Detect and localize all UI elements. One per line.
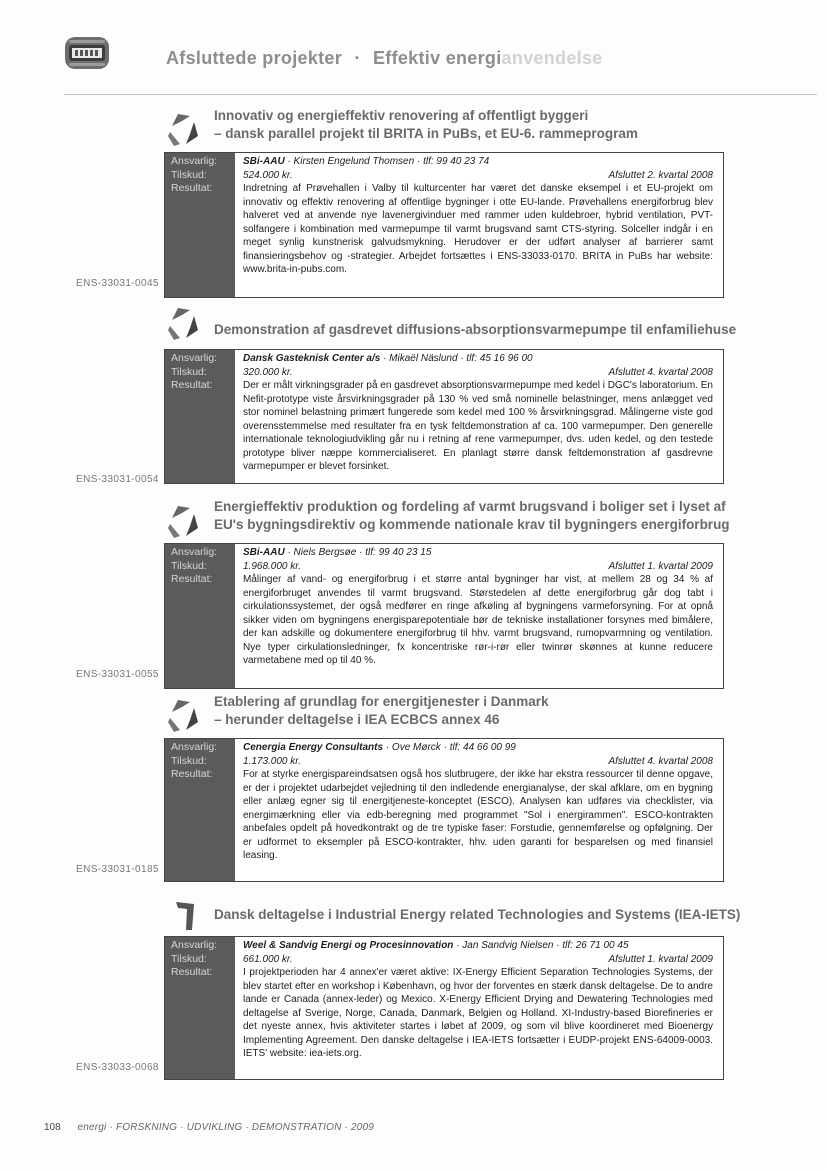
field-labels — [165, 739, 235, 881]
project-title-line: Energieffektiv produktion og fordeling af varmt brugsvand i boliger set i lyset af — [214, 499, 726, 514]
contact-info: · Niels Bergsøe · tlf: 99 40 23 15 — [284, 547, 432, 558]
project-info-box — [164, 738, 724, 882]
result-label: Resultat: — [171, 966, 213, 978]
project-title — [214, 107, 734, 143]
field-labels — [165, 937, 235, 1079]
field-labels — [165, 544, 235, 688]
ens-project-number: ENS-33031-0185 — [76, 864, 159, 875]
project-title-line: Etablering af grundlag for energitjenester i Danmark — [214, 694, 549, 709]
field-labels — [165, 350, 235, 483]
project-details — [243, 153, 723, 280]
project-info-box — [164, 152, 724, 298]
project-details — [243, 937, 723, 1064]
contact-info: · Mikaël Näslund · tlf: 45 16 96 00 — [380, 353, 533, 364]
page-number: 108 — [44, 1122, 61, 1133]
responsible-line — [243, 939, 713, 953]
contact-info: · Kirsten Engelund Thomsen · tlf: 99 40 23 74 — [284, 156, 490, 167]
grant-line — [243, 169, 713, 183]
completion-date: Afsluttet 4. kvartal 2008 — [608, 755, 713, 767]
responsible-label: Ansvarlig: — [171, 939, 218, 951]
responsible-label: Ansvarlig: — [171, 155, 218, 167]
result-text: For at styrke energispareindsatsen også hos slutbrugere, der ikke har ekstra ressourcer til denne opgave, er der i projektet udarbejdet vejledning til den indledende energianalyse, der skal afklare, om en bygning eller anlæg egner sig til energitjeneste-konceptet (ESCO). Analysen kan udføres via checklister, via energimærkning eller via edb-beregning med programmet "Sol i energirammen". ESCO-kontrakten anbefales opdelt på hovedkontrakt og de tre typiske faser: Forstudie, gennemførelse og opfølgning. Der er udformet to eksempler på ESCO-kontrakter, hhv. uden garanti for besparelsen og med finansiel leasing. — [243, 769, 713, 861]
result-label: Resultat: — [171, 573, 213, 585]
project-title — [214, 321, 737, 339]
ens-project-number: ENS-33033-0068 — [76, 1062, 159, 1073]
grant-line — [243, 953, 713, 967]
project-title-line: EU's bygningsdirektiv og kommende nationale krav til bygningers energiforbrug — [214, 517, 730, 532]
organization-name: Dansk Gasteknisk Center a/s — [243, 353, 381, 364]
organization-name: Weel & Sandvig Energi og Procesinnovation — [243, 940, 454, 951]
responsible-label: Ansvarlig: — [171, 352, 218, 364]
grant-line — [243, 560, 713, 574]
arrow-corner-icon — [164, 894, 204, 934]
project-info-box — [164, 349, 724, 484]
grant-amount: 524.000 kr. — [243, 169, 293, 181]
page-header — [0, 30, 827, 100]
responsible-line — [243, 352, 713, 366]
responsible-line — [243, 741, 713, 755]
result-label: Resultat: — [171, 182, 213, 194]
result-text: I projektperioden har 4 annex'er været aktive: IX-Energy Efficient Separation Technologies Systems, der blev startet efter en workshop i København, og hvor der forventes en stærk dansk deltagelse. De to andre lande er Canada (annex-leder) og Mexico. X-Energy Efficient Drying and Dewatering Technologies med deltagelse af Sverige, Norge, Canada, Danmark, Belgien og Holland. XI-Industry-based Biorefineries er det nyeste annex, hvis aktiviteter startes i løbet af 2009, og som vil blive koordineret med Bioenergy Implementing Agreement. Den danske deltagelse i IEA-IETS fortsætter i EUDP-projekt ENS-64009-0003. IETS' website: iea-iets.org. — [243, 967, 713, 1059]
grant-label: Tilskud: — [171, 559, 207, 572]
project-title-line: Dansk deltagelse i Industrial Energy related Technologies and Systems (IEA-IETS) — [214, 907, 741, 922]
project-details — [243, 739, 723, 866]
project-details — [243, 350, 723, 477]
project-title-line: Demonstration af gasdrevet diffusions-absorptionsvarmepumpe til enfamiliehuse — [214, 322, 737, 337]
responsible-line — [243, 155, 713, 169]
result-text: Der er målt virkningsgrader på en gasdrevet absorptionsvarmepumpe med kedel i DGC's laboratorium. En Nefit-prototype viste årsvirkningsgrader på 130 % ved små nominelle belastninger, mens anlægget ved stor nominel belastning primært fungerede som kedel med 100 % årsvirkningsgrad. Målingerne viste god overensstemmelse med resultater fra en tysk feltdemonstration af ca. 100 varmepumper. Den generelle internationale teknologiudvikling går nu i retning af rene varmepumper, dvs. uden kedel, og den testede prototype bliver næppe kommercialiseret. En planlagt større dansk feltdemonstration af gasdrevne varmepumper er blevet forsinket. — [243, 380, 713, 472]
publication-logo-icon — [64, 36, 110, 70]
result-label: Resultat: — [171, 379, 213, 391]
recycle-arrows-icon — [164, 696, 204, 736]
grant-amount: 1.173.000 kr. — [243, 755, 302, 767]
grant-line — [243, 755, 713, 769]
field-labels — [165, 153, 235, 297]
ens-project-number: ENS-33031-0045 — [76, 278, 159, 289]
recycle-arrows-icon — [164, 502, 204, 542]
result-label: Resultat: — [171, 768, 213, 780]
contact-info: · Ove Mørck · tlf: 44 66 00 99 — [383, 742, 516, 753]
grant-label: Tilskud: — [171, 754, 207, 767]
project-title-line: Innovativ og energieffektiv renovering af offentligt byggeri — [214, 108, 589, 123]
grant-amount: 661.000 kr. — [243, 953, 293, 965]
ens-project-number: ENS-33031-0055 — [76, 669, 159, 680]
project-title-line: – herunder deltagelse i IEA ECBCS annex 46 — [214, 712, 500, 727]
section-title-part1: Afsluttede projekter — [166, 48, 343, 68]
organization-name: SBi-AAU — [243, 156, 285, 167]
completion-date: Afsluttet 1. kvartal 2009 — [608, 560, 713, 572]
section-title-part2: Effektiv energi — [372, 48, 502, 68]
completion-date: Afsluttet 4. kvartal 2008 — [608, 366, 713, 378]
grant-amount: 320.000 kr. — [243, 366, 293, 378]
responsible-line — [243, 546, 713, 560]
recycle-arrows-icon — [164, 110, 204, 150]
grant-label: Tilskud: — [171, 952, 207, 965]
project-title — [214, 906, 741, 924]
section-title-separator: · — [354, 48, 361, 68]
project-info-box — [164, 543, 724, 689]
ens-project-number: ENS-33031-0054 — [76, 474, 159, 485]
project-title-line: – dansk parallel projekt til BRITA in PuBs, et EU-6. rammeprogram — [214, 126, 638, 141]
result-text: Indretning af Prøvehallen i Valby til kulturcenter har været det danske eksempel i et EU-projekt om innovativ og effektiv renovering af offentlige bygninger i otte EU-lande. Prøvehallens energiforbrug blev halveret ved at anvende nye lavenergivinduer med rammer uden kuldebroer, hybrid ventilation, PVT-solfangere i kombination med varmepumpe til varmt brugsvand samt CTS-styring. Solceller indgår i en meget synlig kunstnerisk galvudsmykning. Herudover er der udført analyser af barrierer samt finansieringsbehov og -strategier. Arbejdet fortsættes i ENS-33033-0170. BRITA in PuBs har website: www.brita-in-pubs.com. — [243, 183, 713, 275]
completion-date: Afsluttet 2. kvartal 2008 — [608, 169, 713, 181]
responsible-label: Ansvarlig: — [171, 546, 218, 558]
organization-name: Cenergia Energy Consultants — [243, 742, 384, 753]
header-divider — [64, 94, 817, 95]
page-footer — [44, 1122, 374, 1133]
grant-line — [243, 366, 713, 380]
grant-amount: 1.968.000 kr. — [243, 560, 302, 572]
responsible-label: Ansvarlig: — [171, 741, 218, 753]
project-title — [214, 498, 734, 534]
project-title — [214, 693, 734, 729]
grant-label: Tilskud: — [171, 168, 207, 181]
recycle-arrows-icon — [164, 304, 204, 344]
grant-label: Tilskud: — [171, 365, 207, 378]
section-title-part2-faded: anvendelse — [501, 48, 603, 68]
project-info-box — [164, 936, 724, 1080]
project-details — [243, 544, 723, 671]
publication-name: energi · FORSKNING · UDVIKLING · DEMONSTRATION · 2009 — [77, 1122, 375, 1133]
organization-name: SBi-AAU — [243, 547, 285, 558]
result-text: Målinger af vand- og energiforbrug i et større antal bygninger har vist, at mellem 28 og 34 % af energiforbruget anvendes til varmt brugsvand. Størstedelen af dette energiforbrug går dog tabt i cirkulationssystemet, der også medfører en ringe afkøling af bygningens varmeforsyning. For at opnå sikker viden om bygningens energisparepotentiale bør de tekniske installationer forsynes med bimålere, der kan adskille og dokumentere energiforbrug til hhv. varmt brugsvand, rumopvarmning og ventilation. Nye typer cirkulationsledninger, fx koncentriske rør-i-rør eller twinrør skønnes at kunne reducere varmetabene med op til 40 %. — [243, 574, 713, 666]
contact-info: · Jan Sandvig Nielsen · tlf: 26 71 00 45 — [453, 940, 629, 951]
page-section-title — [166, 48, 603, 69]
completion-date: Afsluttet 1. kvartal 2009 — [608, 953, 713, 965]
